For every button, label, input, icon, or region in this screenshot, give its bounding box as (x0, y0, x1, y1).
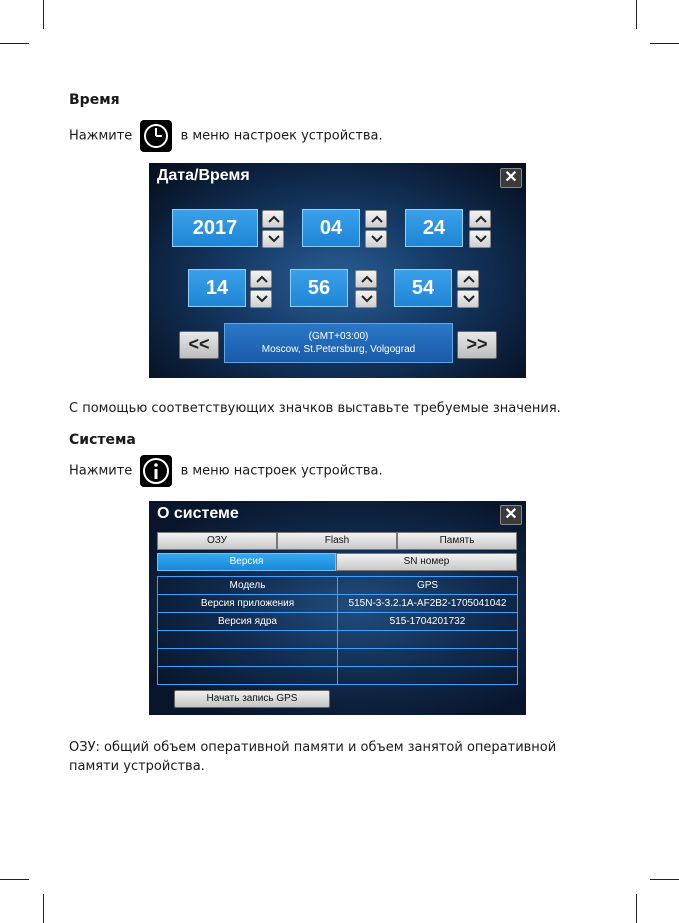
row-label (158, 667, 338, 685)
ram-caption (69, 738, 556, 776)
timezone-display[interactable] (224, 323, 453, 363)
table-row (158, 649, 518, 667)
month-down-button[interactable] (365, 230, 387, 248)
system-instruction (69, 455, 383, 488)
close-button[interactable]: ✕ (500, 168, 522, 188)
time-instruction-before: Нажмите (69, 128, 133, 144)
timezone-cities: Moscow, St.Petersburg, Volgograd (261, 344, 416, 355)
crop-mark (650, 879, 679, 880)
minute-field[interactable]: 56 (290, 269, 348, 307)
row-value: GPS (338, 577, 518, 595)
year-down-button[interactable] (262, 230, 284, 248)
tab-flash[interactable]: Flash (277, 532, 397, 550)
hour-field[interactable]: 14 (188, 269, 246, 307)
row-label (158, 649, 338, 667)
row-label: Версия приложения (158, 595, 338, 613)
time-instruction (69, 120, 383, 153)
ram-caption-line2: памяти устройства. (69, 759, 205, 774)
table-row (158, 667, 518, 685)
day-field[interactable]: 24 (405, 209, 463, 247)
table-row (158, 613, 518, 631)
row-value: 515-1704201732 (338, 613, 518, 631)
row-value: 515N-3-3.2.1A-AF2B2-1705041042 (338, 595, 518, 613)
datetime-caption: С помощью соответствующих значков выставьте требуемые значения. (69, 401, 561, 416)
crop-mark (0, 879, 29, 880)
start-gps-log-button[interactable]: Начать запись GPS (174, 690, 330, 708)
clock-icon (140, 120, 172, 152)
tab-ram[interactable]: ОЗУ (157, 532, 277, 550)
time-instruction-after: в меню настроек устройства. (180, 128, 383, 144)
row-value (338, 649, 518, 667)
system-info-table (157, 576, 518, 685)
row-label (158, 631, 338, 649)
day-up-button[interactable] (469, 210, 491, 228)
system-instruction-after: в меню настроек устройства. (180, 463, 383, 479)
datetime-title: Дата/Время (157, 167, 250, 184)
crop-mark (43, 0, 44, 29)
time-heading: Время (69, 92, 120, 108)
ram-caption-line1: ОЗУ: общий объем оперативной памяти и объем занятой оперативной (69, 740, 557, 755)
row-label: Версия ядра (158, 613, 338, 631)
month-field[interactable]: 04 (302, 209, 360, 247)
tab-memory[interactable]: Память (397, 532, 517, 550)
year-field[interactable]: 2017 (172, 209, 258, 247)
crop-mark (636, 0, 637, 29)
row-value (338, 667, 518, 685)
row-label: Модель (158, 577, 338, 595)
system-title: О системе (157, 505, 239, 522)
hour-up-button[interactable] (250, 270, 272, 288)
second-up-button[interactable] (457, 270, 479, 288)
day-down-button[interactable] (469, 230, 491, 248)
timezone-offset: (GMT+03:00) (308, 331, 369, 342)
year-up-button[interactable] (262, 210, 284, 228)
table-row (158, 595, 518, 613)
second-down-button[interactable] (457, 290, 479, 308)
minute-down-button[interactable] (355, 290, 377, 308)
table-row (158, 577, 518, 595)
info-icon (140, 455, 172, 487)
close-button[interactable]: ✕ (500, 505, 522, 525)
timezone-prev-button[interactable]: << (179, 331, 219, 359)
timezone-next-button[interactable]: >> (457, 331, 497, 359)
crop-mark (0, 43, 29, 44)
tab-sn[interactable]: SN номер (336, 553, 517, 571)
row-value (338, 631, 518, 649)
crop-mark (636, 894, 637, 923)
system-window (149, 501, 526, 715)
tab-version[interactable]: Версия (157, 553, 336, 571)
datetime-window (149, 163, 526, 378)
hour-down-button[interactable] (250, 290, 272, 308)
minute-up-button[interactable] (355, 270, 377, 288)
crop-mark (650, 43, 679, 44)
month-up-button[interactable] (365, 210, 387, 228)
table-row (158, 631, 518, 649)
system-instruction-before: Нажмите (69, 463, 133, 479)
crop-mark (43, 894, 44, 923)
second-field[interactable]: 54 (394, 269, 452, 307)
system-heading: Система (69, 432, 136, 448)
